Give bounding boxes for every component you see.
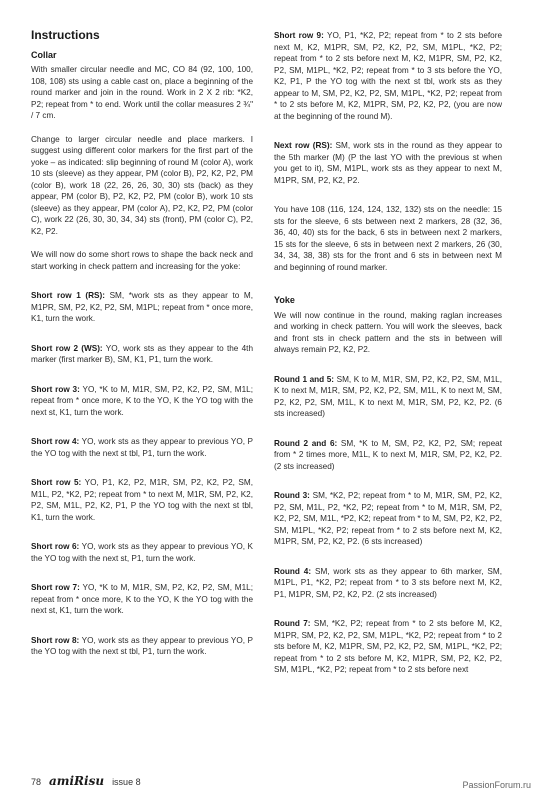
yoke-heading: Yoke xyxy=(274,295,295,305)
watermark: PassionForum.ru xyxy=(462,780,531,790)
row-text: YO, P1, *K2, P2; repeat from * to 2 sts before next M, K2, M1PR, SM, P2, K2, P2, SM, M1PL, *K2, P2; repeat from * to 2 sts before next M, K2, M1PR, SM, P2, K2, P2, SM, M1PL, *K2, P2; repeat from * to 3 sts before the YO, K2, P1, P the YO tog with the next st tbl, work sts as they appear to M, SM, P2, K2, P2, SM, M1PL, *K2, P2; repeat from * to 2 sts before M, K2, M1PR, SM, P2, K2, P2, (you are now at the beginning of the round M). xyxy=(274,31,503,121)
row-label: Short row 8: xyxy=(31,635,80,645)
row-label: Short row 5: xyxy=(31,478,82,487)
instruction-row xyxy=(31,635,253,658)
left-column xyxy=(31,30,253,658)
page-number: 78 xyxy=(31,777,42,787)
instruction-row xyxy=(31,384,253,419)
round-text: SM, *K2, P2; repeat from * to 2 sts before M, K2, M1PR, SM, P2, K2, P2, SM, M1PL, *K2, P2; repeat from * to 2 sts before M, K2, M1PR, SM, P2, K2, P2, SM, M1PL, *K2, P2; repeat from * to 2 sts before M, K2, M1PR, SM, P2, K2, P2, SM, M1PL, *K2, P2; repeat from * to 2 sts before next xyxy=(274,619,502,674)
round-text: SM, *K to M, SM, P2, K2, P2, SM; repeat from * 2 times more, M1L, K to next M, M1R, SM, P2, K2, P2. (2 sts increased) xyxy=(274,438,502,471)
row-label: Short row 4: xyxy=(31,437,80,446)
row-text: YO, work sts as they appear to previous YO, K the YO tog with the next st, P1, turn the work. xyxy=(31,542,254,563)
round-row xyxy=(274,566,502,601)
round-label: Round 1 and 5: xyxy=(274,374,335,384)
instruction-row xyxy=(31,541,253,564)
row-text: SM, *work sts as they appear to M, M1PR, SM, P2, K2, P2, SM, M1PL; repeat from * once more, K1, turn the work. xyxy=(31,291,253,323)
row-label: Next row (RS): xyxy=(274,141,333,150)
row-text: YO, work sts as they appear to previous YO, P the YO tog with the next st tbl, P1, turn the work. xyxy=(31,437,254,458)
stitch-count-note: You have 108 (116, 124, 124, 132, 132) sts on the needle: 15 sts for the sleeve, 6 sts between next 2 markers, 28 (32, 36, 36, 40, 40) sts for the back, 6 sts in between next 2 markers, 15 sts for the sleeve, 6 sts in between next 2 markers, 26 (30, 34, 34, 38, 38) sts for the front and 6 sts in between next M and beginning of round marker. xyxy=(274,205,502,272)
collar-heading: Collar xyxy=(31,49,57,60)
round-label: Round 7: xyxy=(274,619,311,628)
instruction-row xyxy=(31,477,253,523)
round-row xyxy=(274,618,502,676)
collar-paragraph: With smaller circular needle and MC, CO 84 (92, 100, 100, 108, 108) sts using a cable cast on, place a beginning of the round marker and join in the round. Work in 2 X 2 rib: *K2, P2; repeat from * to end. Work until the collar measures 2 ¾" / 7 cm. xyxy=(31,65,253,120)
round-label: Round 3: xyxy=(274,491,310,500)
round-text: SM, work sts as they appear to 6th marker, SM, M1PL, P1, *K2, P2; repeat from * to 3 sts before next M, K2, P1, M1PR, SM, P2, K2, P2. (2 sts increased) xyxy=(274,566,502,599)
round-label: Round 2 and 6: xyxy=(274,438,338,448)
round-text: SM, *K2, P2; repeat from * to M, M1R, SM, P2, K2, P2, SM, M1L, P2, *K2, P2; repeat from * to M, M1R, SM, P2, K2, P2, SM, M1L, *P2, K2; repeat from * to M, SM, P2, K2, P2, SM, M1PL, *K2, P2; repeat from * to 2 sts before next M, K2, M1PR, SM, P2, K2, P2. (6 sts increased) xyxy=(274,491,502,546)
row-text: YO, work sts as they appear to previous YO, P the YO tog with the next st tbl, P1, turn the work. xyxy=(31,635,254,656)
row-text: SM, work sts in the round as they appear to the 5th marker (M) (P the last YO with the previous st when you get to it), SM, M1PL, work sts as they appear to next M, M1PR, SM, P2, K2, P2. xyxy=(274,141,502,185)
magazine-logo: amiRisu xyxy=(49,774,105,788)
row-text: YO, *K to M, M1R, SM, P2, K2, P2, SM, M1L; repeat from * once more, K to the YO, K the YO tog with the next st, K1, turn the work. xyxy=(31,384,254,417)
row-label: Short row 6: xyxy=(31,542,80,551)
round-label: Round 4: xyxy=(274,566,312,576)
round-row xyxy=(274,374,502,420)
page-footer xyxy=(31,774,141,788)
instruction-row xyxy=(31,436,253,459)
markers-paragraph: Change to larger circular needle and place markers. I suggest using different color markers for the first part of the yoke – as indicated: slip beginning of round M (color A), work 10 sts (sleeve) as they appear, PM (color B), P2, K2, P2, PM (color B), work 18 (22, 26, 26, 30, 30) sts (back) as they appear, PM (color B), P2, K2, P2, PM (color B), work 10 sts (sleeve) as they appear, PM (color A), P2, K2, P2, PM (color C), work 22 (26, 30, 30, 34, 34) sts (front), PM (color C), P2, K2, P2. xyxy=(31,134,253,236)
right-column xyxy=(274,30,502,676)
row-text: YO, *K to M, M1R, SM, P2, K2, P2, SM, M1L; repeat from * once more, K to the YO, K the YO tog with the next st, K1, turn the work. xyxy=(31,583,254,615)
round-row xyxy=(274,490,502,548)
round-row xyxy=(274,438,502,473)
yoke-intro: We will now continue in the round, making raglan increases and working in check pattern. You will work the sleeves, back and front sts in check pattern and the sts in between will always remain P2, K2, P2. xyxy=(274,310,502,354)
instruction-row xyxy=(31,582,253,617)
instruction-row xyxy=(31,343,253,366)
instruction-row xyxy=(274,140,502,186)
round-text: SM, K to M, M1R, SM, P2, K2, P2, SM, M1L, K to next M, M1R, SM, P2, K2, P2, SM, M1L, K to next M, SM, P2, K2, P2, SM, M1L, K to next M, M1R, SM, P2, K2, P2. (6 sts increased) xyxy=(274,374,502,418)
instruction-row xyxy=(274,30,502,122)
row-text: YO, work sts as they appear to the 4th marker (first marker B), SM, K1, P1, turn the work. xyxy=(31,343,253,364)
row-label: Short row 1 (RS): xyxy=(31,291,105,300)
page-title: Instructions xyxy=(31,28,100,42)
issue-label: issue 8 xyxy=(112,777,141,787)
row-label: Short row 9: xyxy=(274,31,324,40)
instruction-row xyxy=(31,290,253,325)
row-label: Short row 3: xyxy=(31,384,80,394)
row-label: Short row 7: xyxy=(31,583,80,592)
row-label: Short row 2 (WS): xyxy=(31,343,103,353)
row-text: YO, P1, K2, P2, M1R, SM, P2, K2, P2, SM, M1L, P2, *K2, P2; repeat from * to next M, M1R, SM, P2, K2, P2, SM, M1L, P2, K2, P1, P the YO tog with the next st tbl, K1, turn the work. xyxy=(31,478,253,522)
short-rows-intro: We will now do some short rows to shape the back neck and start working in check pattern and increasing for the yoke: xyxy=(31,250,253,271)
